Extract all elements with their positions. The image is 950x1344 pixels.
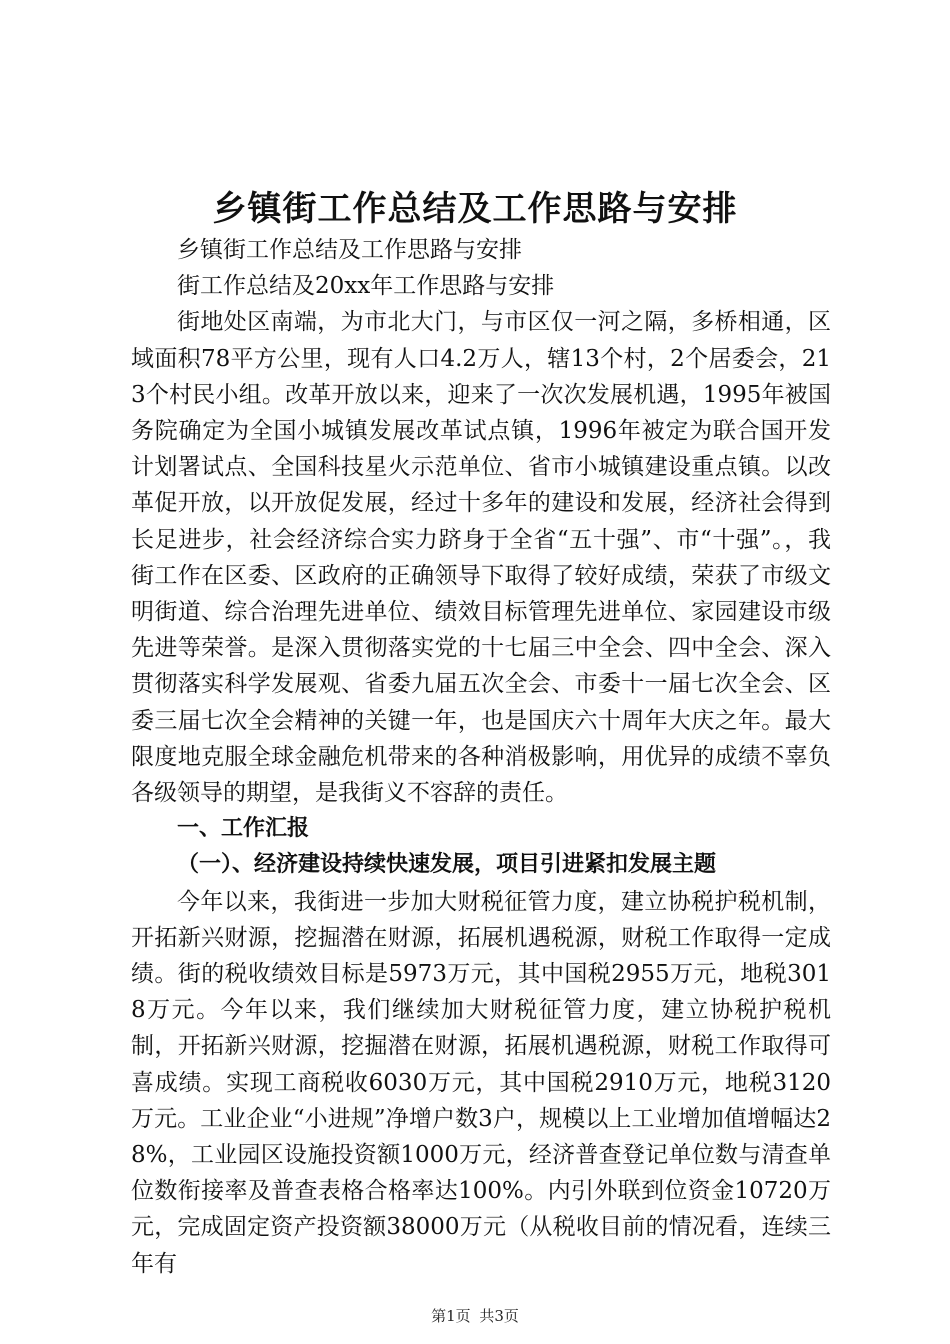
- document-body: [131, 232, 831, 1282]
- page-total: 共3页: [479, 1307, 519, 1325]
- document-title: 乡镇街工作总结及工作思路与安排: [212, 189, 738, 229]
- paragraph: 乡镇街工作总结及工作思路与安排: [177, 237, 522, 263]
- paragraph: 今年以来，我街进一步加大财税征管力度，建立协税护税机制，开拓新兴财源，挖掘潜在财源，拓展机遇税源，财税工作取得一定成绩。街的税收绩效目标是5973万元，其中国税2955万元，地税3018万元。今年以来，我们继续加大财税征管力度，建立协税护税机制，开拓新兴财源，挖掘潜在财源，拓展机遇税源，财税工作取得可喜成绩。实现工商税收6030万元，其中国税2910万元，地税3120万元。工业企业“小进规”净增户数3户，规模以上工业增加值增幅达28%，工业园区设施投资额1000万元，经济普查登记单位数与清查单位数衔接率及普查表格合格率达100%。内引外联到位资金10720万元，完成固定资产投资额38000万元（从税收目前的情况看，连续三年有: [131, 888, 831, 1277]
- page-footer: [0, 1306, 950, 1326]
- paragraph: 街工作总结及20xx年工作思路与安排: [177, 273, 555, 300]
- paragraph: 街地处区南端，为市北大门，与市区仅一河之隔，多桥相通，区域面积78平方公里，现有人口4.2万人，辖13个村，2个居委会，213个村民小组。改革开放以来，迎来了一次次发展机遇，1995年被国务院确定为全国小城镇发展改革试点镇，1996年被定为联合国开发计划署试点、全国科技星火示范单位、省市小城镇建设重点镇。以改革促开放，以开放促发展，经过十多年的建设和发展，经济社会得到长足进步，社会经济综合实力跻身于全省“五十强”、市“十强”。，我街工作在区委、区政府的正确领导下取得了较好成绩，荣获了市级文明街道、综合治理先进单位、绩效目标管理先进单位、家园建设市级先进等荣誉。是深入贯彻落实党的十七届三中全会、四中全会、深入贯彻落实科学发展观、省委九届五次全会、市委十一届七次全会、区委三届七次全会精神的关键一年，也是国庆六十周年大庆之年。最大限度地克服全球金融危机带来的各种消极影响，用优异的成绩不辜负各级领导的期望，是我街义不容辞的责任。: [131, 309, 831, 807]
- subsection-heading: （一）、经济建设持续快速发展，项目引进紧扣发展主题: [177, 852, 717, 878]
- page-number: 第1页: [431, 1307, 471, 1325]
- section-heading: 一、工作汇报: [177, 816, 310, 842]
